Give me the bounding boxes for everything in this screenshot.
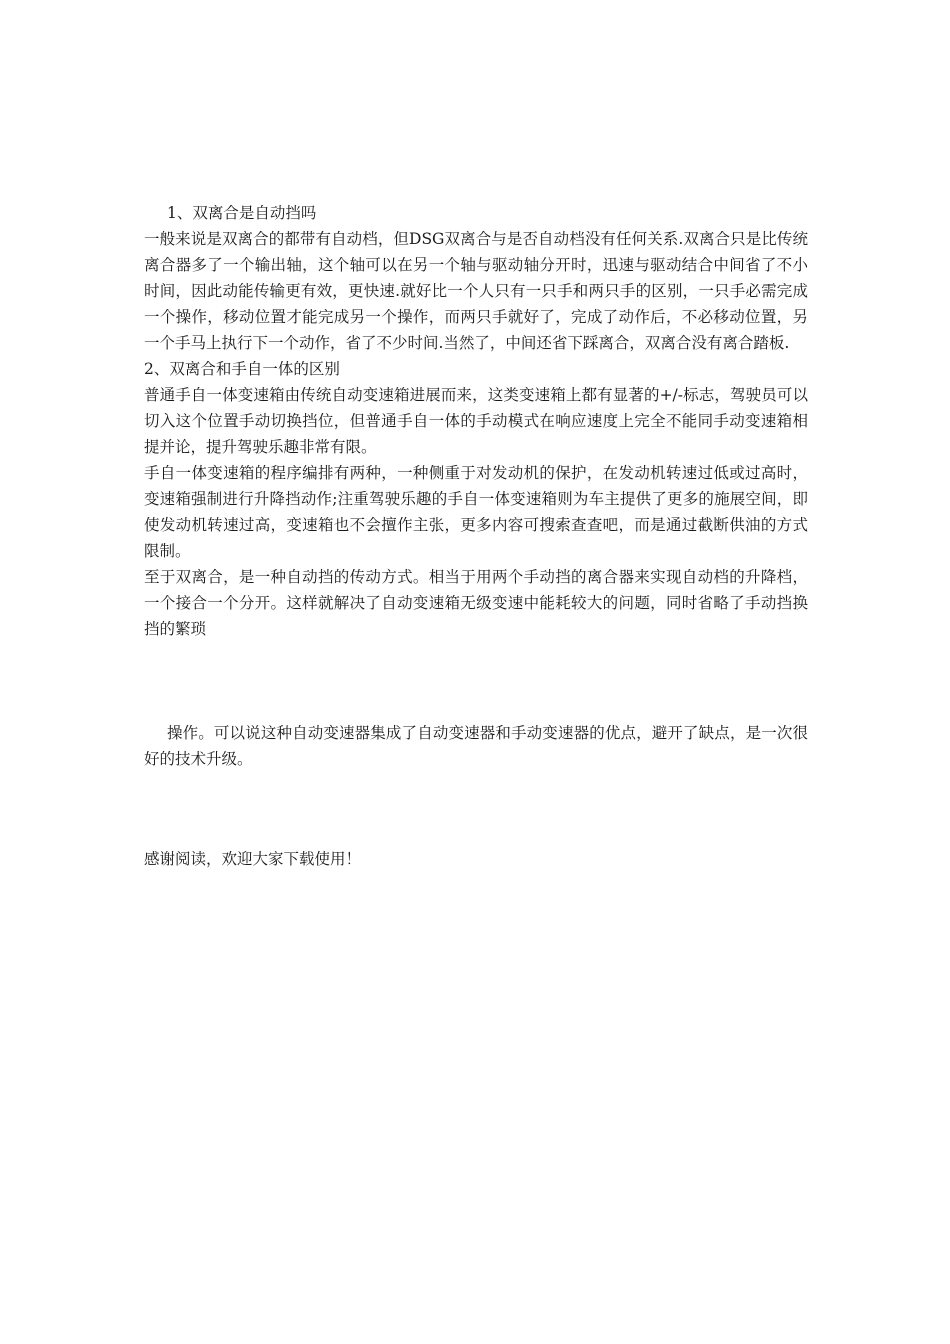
paragraph-manual-auto-intro: 普通手自一体变速箱由传统自动变速箱进展而来，这类变速箱上都有显著的+/-标志，驾驶员可以切入这个位置手动切换挡位，但普通手自一体的手动模式在响应速度上完全不能同手动变速箱相提并论，提升驾驶乐趣非常有限。: [144, 386, 808, 456]
section-heading-1: 1、双离合是自动挡吗: [167, 204, 317, 222]
paragraph-program-modes: 手自一体变速箱的程序编排有两种，一种侧重于对发动机的保护，在发动机转速过低或过高时，变速箱强制进行升降挡动作;注重驾驶乐趣的手自一体变速箱则为车主提供了更多的施展空间，即使发动机转速过高，变速箱也不会擅作主张，更多内容可搜索查查吧，而是通过截断供油的方式限制。: [144, 464, 808, 560]
paragraph-dual-clutch-summary: 至于双离合，是一种自动挡的传动方式。相当于用两个手动挡的离合器来实现自动档的升降档，一个接合一个分开。这样就解决了自动变速箱无级变速中能耗较大的问题，同时省略了手动挡换挡的繁琐: [144, 568, 808, 638]
closing-text-block: [144, 846, 808, 872]
section-heading-2: 2、双离合和手自一体的区别: [144, 360, 340, 378]
continuation-text-block: [144, 720, 808, 772]
paragraph-conclusion: 操作。可以说这种自动变速器集成了自动变速器和手动变速器的优点，避开了缺点，是一次很好的技术升级。: [144, 724, 808, 768]
paragraph-dsg-explanation: 一般来说是双离合的都带有自动档，但DSG双离合与是否自动档没有任何关系.双离合只是比传统离合器多了一个输出轴，这个轴可以在另一个轴与驱动轴分开时，迅速与驱动结合中间省了不小时间，因此动能传输更有效，更快速.就好比一个人只有一只手和两只手的区别，一只手必需完成一个操作，移动位置才能完成另一个操作，而两只手就好了，完成了动作后，不必移动位置，另一个手马上执行下一个动作，省了不少时间.当然了，中间还省下踩离合，双离合没有离合踏板.: [144, 230, 808, 352]
closing-thanks: 感谢阅读，欢迎大家下载使用！: [144, 850, 362, 868]
main-text-block: [144, 200, 808, 642]
